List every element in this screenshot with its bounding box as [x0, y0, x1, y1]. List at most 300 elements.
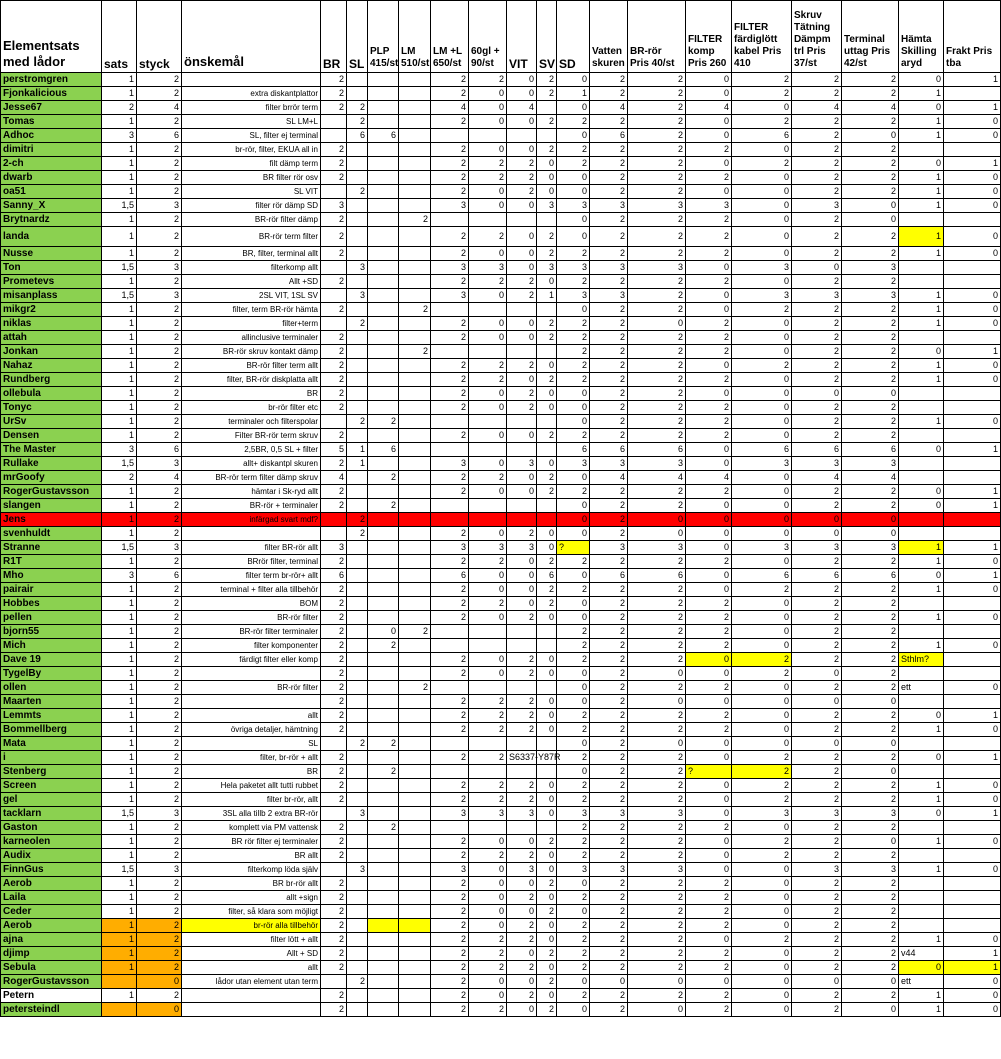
value-cell[interactable]: 2 [628, 891, 686, 905]
value-cell[interactable]: 0 [686, 157, 732, 171]
value-cell[interactable]: 2 [842, 793, 899, 807]
value-cell[interactable] [347, 625, 368, 639]
value-cell[interactable] [368, 317, 399, 331]
value-cell[interactable] [399, 185, 431, 199]
value-cell[interactable]: 2 [686, 555, 732, 569]
value-cell[interactable]: 6 [431, 569, 469, 583]
value-cell[interactable] [469, 129, 507, 143]
value-cell[interactable]: 2 [321, 765, 347, 779]
table-row[interactable] [1, 359, 1001, 373]
value-cell[interactable]: 0 [557, 73, 590, 87]
value-cell[interactable]: 2 [347, 101, 368, 115]
wish-cell[interactable]: SL [182, 737, 321, 751]
value-cell[interactable]: 0 [732, 989, 792, 1003]
value-cell[interactable]: 0 [557, 597, 590, 611]
value-cell[interactable]: 2 [792, 303, 842, 317]
value-cell[interactable]: 2 [507, 667, 537, 681]
value-cell[interactable]: 2 [590, 793, 628, 807]
value-cell[interactable]: 2 [321, 835, 347, 849]
value-cell[interactable]: 0 [469, 387, 507, 401]
value-cell[interactable]: 0 [537, 359, 557, 373]
value-cell[interactable] [368, 261, 399, 275]
value-cell[interactable] [368, 345, 399, 359]
value-cell[interactable]: 1 [944, 101, 1001, 115]
value-cell[interactable]: 2 [732, 303, 792, 317]
value-cell[interactable]: 2 [686, 625, 732, 639]
value-cell[interactable]: 2 [842, 87, 899, 101]
value-cell[interactable]: 0 [557, 171, 590, 185]
value-cell[interactable]: 0 [732, 905, 792, 919]
value-cell[interactable]: 2 [469, 695, 507, 709]
table-row[interactable] [1, 247, 1001, 261]
value-cell[interactable]: 6 [137, 443, 182, 457]
row-name-cell[interactable]: oa51 [1, 185, 102, 199]
value-cell[interactable]: 2 [347, 415, 368, 429]
value-cell[interactable]: 2 [628, 709, 686, 723]
value-cell[interactable]: 2 [137, 611, 182, 625]
value-cell[interactable] [368, 583, 399, 597]
value-cell[interactable]: 2 [537, 373, 557, 387]
value-cell[interactable]: 2 [686, 415, 732, 429]
value-cell[interactable]: 1 [102, 933, 137, 947]
value-cell[interactable] [944, 143, 1001, 157]
value-cell[interactable] [399, 289, 431, 303]
value-cell[interactable]: 0 [732, 513, 792, 527]
value-cell[interactable]: 1 [102, 737, 137, 751]
column-header[interactable]: FILTER färdiglött kabel Pris 410 [732, 1, 792, 73]
table-row[interactable] [1, 429, 1001, 443]
table-row[interactable] [1, 793, 1001, 807]
wish-cell[interactable]: BR, filter, terminal allt [182, 247, 321, 261]
value-cell[interactable]: 0 [686, 653, 732, 667]
value-cell[interactable] [399, 429, 431, 443]
value-cell[interactable]: 2 [590, 961, 628, 975]
row-name-cell[interactable]: pellen [1, 611, 102, 625]
value-cell[interactable]: 2 [368, 499, 399, 513]
value-cell[interactable]: 1 [102, 821, 137, 835]
value-cell[interactable]: 2 [557, 653, 590, 667]
value-cell[interactable]: 2 [431, 709, 469, 723]
value-cell[interactable]: 3 [137, 863, 182, 877]
value-cell[interactable]: 0 [686, 667, 732, 681]
value-cell[interactable]: 1 [102, 401, 137, 415]
wish-cell[interactable]: 2,5BR, 0,5 SL + filter [182, 443, 321, 457]
wish-cell[interactable]: BR-rör term filter dämp skruv [182, 471, 321, 485]
row-name-cell[interactable]: Rundberg [1, 373, 102, 387]
value-cell[interactable]: 0 [507, 373, 537, 387]
value-cell[interactable]: 2 [686, 919, 732, 933]
value-cell[interactable]: 2 [686, 213, 732, 227]
wish-cell[interactable]: terminaler och filterspolar [182, 415, 321, 429]
value-cell[interactable]: 1 [899, 1003, 944, 1017]
value-cell[interactable]: 4 [507, 101, 537, 115]
value-cell[interactable]: 0 [469, 429, 507, 443]
value-cell[interactable]: 1 [944, 345, 1001, 359]
value-cell[interactable] [469, 513, 507, 527]
value-cell[interactable]: 2 [628, 303, 686, 317]
wish-cell[interactable]: allt+ diskantpl skuren [182, 457, 321, 471]
value-cell[interactable]: 3 [628, 863, 686, 877]
value-cell[interactable]: 2 [137, 933, 182, 947]
value-cell[interactable]: 2 [137, 639, 182, 653]
value-cell[interactable] [899, 821, 944, 835]
value-cell[interactable] [368, 227, 399, 247]
value-cell[interactable] [537, 499, 557, 513]
value-cell[interactable] [347, 849, 368, 863]
value-cell[interactable]: 0 [732, 947, 792, 961]
value-cell[interactable]: 0 [507, 429, 537, 443]
value-cell[interactable]: 0 [628, 667, 686, 681]
value-cell[interactable]: 3 [469, 807, 507, 821]
table-row[interactable] [1, 303, 1001, 317]
value-cell[interactable]: 0 [842, 213, 899, 227]
row-name-cell[interactable]: Tomas [1, 115, 102, 129]
value-cell[interactable] [507, 415, 537, 429]
value-cell[interactable]: 2 [590, 667, 628, 681]
value-cell[interactable]: 0 [686, 261, 732, 275]
value-cell[interactable]: 3 [537, 199, 557, 213]
value-cell[interactable] [368, 115, 399, 129]
value-cell[interactable]: 2 [590, 639, 628, 653]
value-cell[interactable]: 2 [590, 947, 628, 961]
value-cell[interactable] [399, 359, 431, 373]
value-cell[interactable]: 2 [628, 793, 686, 807]
value-cell[interactable]: 2 [321, 583, 347, 597]
value-cell[interactable]: 2 [431, 835, 469, 849]
value-cell[interactable]: 2 [321, 303, 347, 317]
value-cell[interactable] [368, 213, 399, 227]
value-cell[interactable]: 3 [590, 261, 628, 275]
value-cell[interactable]: 4 [792, 471, 842, 485]
value-cell[interactable]: 2 [842, 905, 899, 919]
value-cell[interactable]: 2 [507, 611, 537, 625]
value-cell[interactable]: 2 [321, 723, 347, 737]
value-cell[interactable]: 0 [557, 101, 590, 115]
value-cell[interactable]: 0 [732, 639, 792, 653]
value-cell[interactable]: 2 [792, 681, 842, 695]
value-cell[interactable]: 3 [431, 863, 469, 877]
value-cell[interactable]: 2 [792, 583, 842, 597]
value-cell[interactable]: 2 [321, 709, 347, 723]
value-cell[interactable]: 2 [321, 331, 347, 345]
value-cell[interactable]: 0 [842, 1003, 899, 1017]
value-cell[interactable]: 2 [842, 583, 899, 597]
value-cell[interactable]: 2 [628, 171, 686, 185]
value-cell[interactable]: 2 [431, 555, 469, 569]
value-cell[interactable]: 2 [137, 891, 182, 905]
value-cell[interactable]: 0 [732, 345, 792, 359]
value-cell[interactable]: 0 [469, 989, 507, 1003]
value-cell[interactable]: 0 [686, 793, 732, 807]
value-cell[interactable]: 2 [537, 485, 557, 499]
value-cell[interactable]: 2 [792, 849, 842, 863]
value-cell[interactable]: 0 [537, 779, 557, 793]
value-cell[interactable]: 2 [792, 723, 842, 737]
value-cell[interactable]: 2 [137, 213, 182, 227]
value-cell[interactable]: 0 [732, 401, 792, 415]
value-cell[interactable]: 0 [537, 709, 557, 723]
value-cell[interactable]: 2 [537, 429, 557, 443]
value-cell[interactable]: 0 [368, 625, 399, 639]
value-cell[interactable] [537, 639, 557, 653]
value-cell[interactable] [347, 667, 368, 681]
value-cell[interactable]: 0 [944, 359, 1001, 373]
table-row[interactable] [1, 877, 1001, 891]
column-header[interactable]: Frakt Pris tba [944, 1, 1001, 73]
value-cell[interactable]: 2 [628, 779, 686, 793]
value-cell[interactable]: 2 [590, 1003, 628, 1017]
value-cell[interactable]: 0 [899, 499, 944, 513]
value-cell[interactable] [944, 765, 1001, 779]
value-cell[interactable]: 1 [944, 157, 1001, 171]
value-cell[interactable]: 2 [137, 765, 182, 779]
value-cell[interactable]: 2 [686, 227, 732, 247]
value-cell[interactable]: 2 [792, 905, 842, 919]
value-cell[interactable]: 0 [944, 779, 1001, 793]
value-cell[interactable]: 2 [686, 989, 732, 1003]
value-cell[interactable] [399, 765, 431, 779]
wish-cell[interactable]: BR-rör skruv kontakt dämp [182, 345, 321, 359]
value-cell[interactable]: 2 [321, 387, 347, 401]
table-row[interactable] [1, 345, 1001, 359]
value-cell[interactable] [368, 751, 399, 765]
value-cell[interactable] [399, 261, 431, 275]
value-cell[interactable]: 0 [537, 527, 557, 541]
value-cell[interactable]: 0 [469, 401, 507, 415]
column-header[interactable]: Elementsats med lådor [1, 1, 102, 73]
value-cell[interactable]: 2 [469, 275, 507, 289]
wish-cell[interactable]: allt [182, 961, 321, 975]
wish-cell[interactable]: filter BR-rör allt [182, 541, 321, 555]
value-cell[interactable]: 0 [944, 863, 1001, 877]
value-cell[interactable]: 2 [507, 653, 537, 667]
value-cell[interactable]: 1 [102, 275, 137, 289]
value-cell[interactable]: 0 [628, 513, 686, 527]
value-cell[interactable]: 2 [469, 171, 507, 185]
value-cell[interactable]: 2 [137, 989, 182, 1003]
value-cell[interactable]: 0 [899, 73, 944, 87]
value-cell[interactable] [399, 541, 431, 555]
value-cell[interactable]: 0 [944, 115, 1001, 129]
value-cell[interactable]: 0 [537, 961, 557, 975]
value-cell[interactable] [507, 639, 537, 653]
value-cell[interactable]: 1 [944, 73, 1001, 87]
value-cell[interactable] [537, 129, 557, 143]
value-cell[interactable]: 2 [368, 765, 399, 779]
value-cell[interactable] [431, 821, 469, 835]
table-row[interactable] [1, 639, 1001, 653]
value-cell[interactable]: S6337-Y87R [507, 751, 537, 765]
value-cell[interactable]: 0 [944, 933, 1001, 947]
value-cell[interactable] [368, 569, 399, 583]
value-cell[interactable]: 0 [469, 611, 507, 625]
value-cell[interactable]: 3 [507, 807, 537, 821]
value-cell[interactable]: 2 [628, 947, 686, 961]
value-cell[interactable]: 2 [321, 345, 347, 359]
value-cell[interactable] [507, 345, 537, 359]
value-cell[interactable]: 2 [590, 723, 628, 737]
value-cell[interactable]: 1 [102, 765, 137, 779]
value-cell[interactable]: 2 [686, 331, 732, 345]
value-cell[interactable]: 2 [686, 905, 732, 919]
value-cell[interactable]: 0 [842, 975, 899, 989]
wish-cell[interactable]: SL, filter ej terminal [182, 129, 321, 143]
value-cell[interactable]: 0 [686, 527, 732, 541]
value-cell[interactable] [368, 611, 399, 625]
value-cell[interactable]: 2 [557, 143, 590, 157]
value-cell[interactable]: 6 [590, 443, 628, 457]
value-cell[interactable] [944, 387, 1001, 401]
value-cell[interactable]: 2 [321, 821, 347, 835]
value-cell[interactable]: 3 [628, 807, 686, 821]
row-name-cell[interactable]: Mata [1, 737, 102, 751]
wish-cell[interactable]: BR rör filter ej terminaler [182, 835, 321, 849]
value-cell[interactable]: 2 [469, 471, 507, 485]
value-cell[interactable]: 0 [537, 667, 557, 681]
value-cell[interactable] [368, 185, 399, 199]
value-cell[interactable]: 3 [792, 863, 842, 877]
value-cell[interactable]: 0 [686, 583, 732, 597]
wish-cell[interactable]: BR allt [182, 849, 321, 863]
value-cell[interactable]: 0 [686, 289, 732, 303]
value-cell[interactable]: 3 [842, 457, 899, 471]
value-cell[interactable]: 2 [732, 87, 792, 101]
value-cell[interactable]: 0 [732, 891, 792, 905]
value-cell[interactable] [899, 275, 944, 289]
value-cell[interactable]: 0 [557, 905, 590, 919]
wish-cell[interactable]: filter, br-rör + allt [182, 751, 321, 765]
wish-cell[interactable] [182, 527, 321, 541]
value-cell[interactable]: 0 [732, 317, 792, 331]
value-cell[interactable]: 0 [732, 919, 792, 933]
row-name-cell[interactable]: mrGoofy [1, 471, 102, 485]
value-cell[interactable]: 1 [102, 681, 137, 695]
value-cell[interactable]: 1 [102, 667, 137, 681]
value-cell[interactable] [399, 555, 431, 569]
value-cell[interactable]: 1 [899, 289, 944, 303]
value-cell[interactable] [368, 891, 399, 905]
value-cell[interactable]: 0 [557, 1003, 590, 1017]
value-cell[interactable]: 2 [321, 429, 347, 443]
row-name-cell[interactable]: gel [1, 793, 102, 807]
row-name-cell[interactable]: ajna [1, 933, 102, 947]
value-cell[interactable] [399, 821, 431, 835]
row-name-cell[interactable]: Sanny_X [1, 199, 102, 213]
value-cell[interactable]: 2 [628, 289, 686, 303]
value-cell[interactable]: 2 [399, 681, 431, 695]
value-cell[interactable]: 0 [944, 989, 1001, 1003]
value-cell[interactable]: 2 [137, 653, 182, 667]
row-name-cell[interactable]: Jesse67 [1, 101, 102, 115]
value-cell[interactable]: 0 [732, 709, 792, 723]
value-cell[interactable]: 3 [431, 289, 469, 303]
value-cell[interactable]: 2 [469, 597, 507, 611]
value-cell[interactable]: 0 [686, 443, 732, 457]
value-cell[interactable]: 1 [102, 639, 137, 653]
wish-cell[interactable]: Filter BR-rör term skruv [182, 429, 321, 443]
value-cell[interactable]: 1 [102, 905, 137, 919]
value-cell[interactable]: 0 [469, 527, 507, 541]
value-cell[interactable]: 0 [732, 723, 792, 737]
value-cell[interactable]: 0 [469, 891, 507, 905]
value-cell[interactable]: 2 [842, 821, 899, 835]
value-cell[interactable]: 2 [557, 639, 590, 653]
value-cell[interactable] [399, 667, 431, 681]
row-name-cell[interactable]: Aerob [1, 919, 102, 933]
value-cell[interactable]: 0 [732, 275, 792, 289]
value-cell[interactable]: 0 [469, 143, 507, 157]
value-cell[interactable]: 0 [792, 695, 842, 709]
value-cell[interactable]: 2 [507, 723, 537, 737]
value-cell[interactable]: 3 [792, 457, 842, 471]
value-cell[interactable]: 6 [368, 443, 399, 457]
value-cell[interactable]: 3 [590, 863, 628, 877]
value-cell[interactable]: 2 [137, 317, 182, 331]
value-cell[interactable] [399, 807, 431, 821]
value-cell[interactable]: 0 [537, 723, 557, 737]
wish-cell[interactable]: filter br-rör, allt [182, 793, 321, 807]
value-cell[interactable]: 2 [431, 73, 469, 87]
value-cell[interactable]: 2 [732, 933, 792, 947]
wish-cell[interactable] [182, 695, 321, 709]
value-cell[interactable]: 3 [590, 457, 628, 471]
value-cell[interactable]: 6 [590, 129, 628, 143]
table-row[interactable] [1, 261, 1001, 275]
column-header[interactable]: BR-rör Pris 40/st [628, 1, 686, 73]
value-cell[interactable] [347, 821, 368, 835]
value-cell[interactable] [469, 213, 507, 227]
value-cell[interactable]: 3 [347, 261, 368, 275]
value-cell[interactable]: 2 [628, 919, 686, 933]
value-cell[interactable]: 1 [102, 143, 137, 157]
wish-cell[interactable]: filterkomp löda själv [182, 863, 321, 877]
value-cell[interactable]: 2 [842, 667, 899, 681]
value-cell[interactable]: 0 [469, 115, 507, 129]
value-cell[interactable] [347, 709, 368, 723]
value-cell[interactable]: 1 [102, 653, 137, 667]
value-cell[interactable] [399, 387, 431, 401]
value-cell[interactable]: 1 [102, 947, 137, 961]
value-cell[interactable]: 2 [590, 583, 628, 597]
value-cell[interactable]: 1 [102, 373, 137, 387]
table-row[interactable] [1, 87, 1001, 101]
value-cell[interactable]: 2 [792, 227, 842, 247]
value-cell[interactable] [368, 171, 399, 185]
value-cell[interactable] [399, 751, 431, 765]
value-cell[interactable]: 2 [137, 275, 182, 289]
value-cell[interactable]: 2 [399, 213, 431, 227]
row-name-cell[interactable]: Maarten [1, 695, 102, 709]
value-cell[interactable] [347, 541, 368, 555]
value-cell[interactable]: 2 [792, 429, 842, 443]
value-cell[interactable]: 0 [686, 303, 732, 317]
table-row[interactable] [1, 765, 1001, 779]
value-cell[interactable]: 0 [537, 275, 557, 289]
value-cell[interactable] [368, 597, 399, 611]
value-cell[interactable]: 2 [507, 779, 537, 793]
value-cell[interactable] [469, 737, 507, 751]
wish-cell[interactable]: filter, så klara som möjligt [182, 905, 321, 919]
value-cell[interactable] [347, 499, 368, 513]
row-name-cell[interactable]: niklas [1, 317, 102, 331]
row-name-cell[interactable]: misanplass [1, 289, 102, 303]
value-cell[interactable]: 2 [431, 583, 469, 597]
value-cell[interactable] [399, 199, 431, 213]
value-cell[interactable]: 2 [137, 373, 182, 387]
value-cell[interactable]: 2 [537, 471, 557, 485]
value-cell[interactable]: 0 [507, 143, 537, 157]
value-cell[interactable]: 0 [732, 247, 792, 261]
